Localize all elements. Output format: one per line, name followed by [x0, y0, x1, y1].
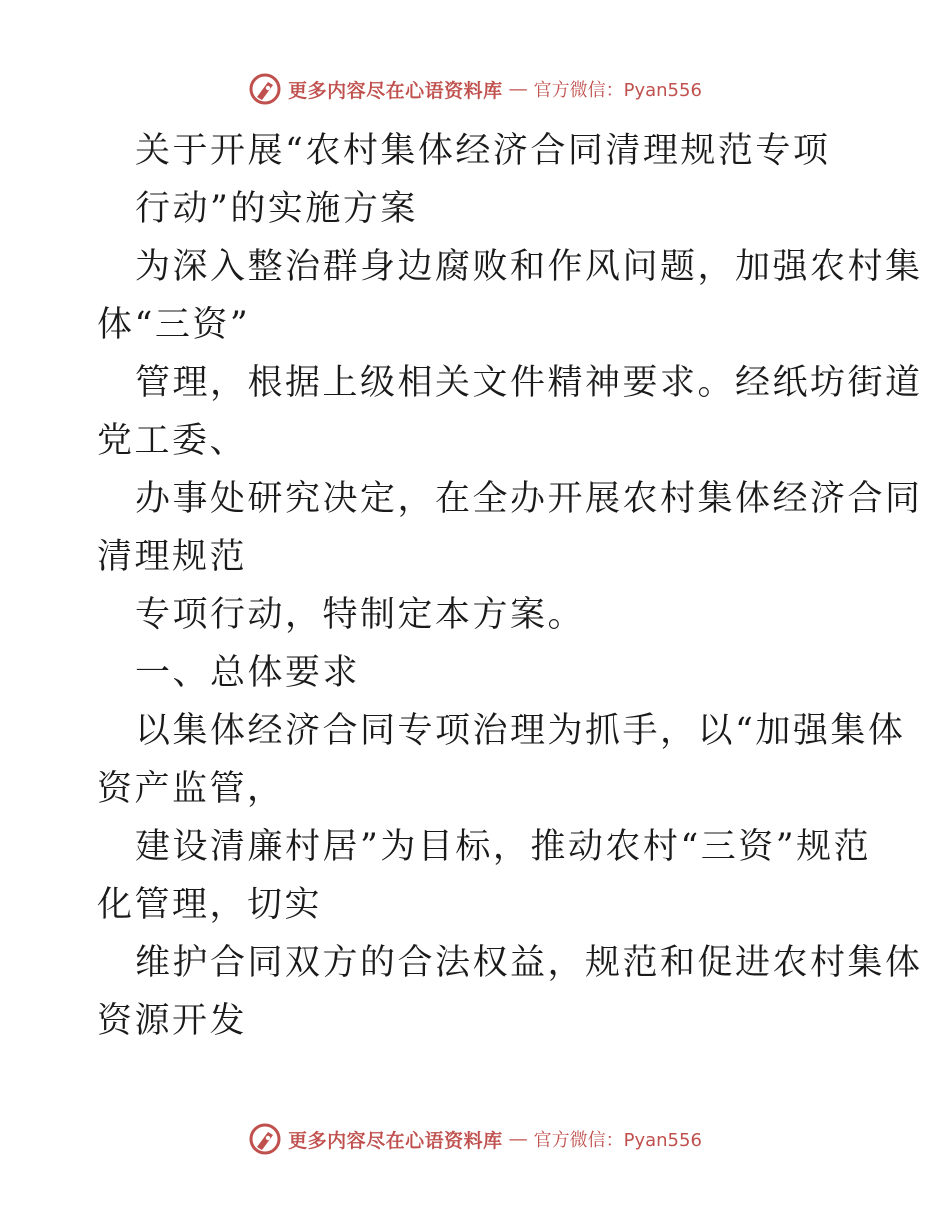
- pen-nib-circle-icon: [248, 72, 282, 106]
- doc-line: 以集体经济合同专项治理为抓手，以“加强集体: [135, 711, 906, 751]
- doc-line: 为深入整治群身边腐败和作风问题，加强农村集: [135, 247, 923, 287]
- section-heading: 一、总体要求: [135, 653, 361, 693]
- pen-nib-circle-icon: [248, 1122, 282, 1156]
- watermark-sub-text: 官方微信：Pyan556: [533, 80, 702, 101]
- doc-line: 行动”的实施方案: [135, 189, 418, 229]
- doc-line: 化管理，切实: [97, 885, 323, 925]
- doc-line: 关于开展“农村集体经济合同清理规范专项: [135, 131, 831, 171]
- doc-line: 专项行动，特制定本方案。: [135, 595, 586, 635]
- doc-line: 维护合同双方的合法权益，规范和促进农村集体: [135, 943, 923, 983]
- doc-line: 办事处研究决定，在全办开展农村集体经济合同: [135, 479, 923, 519]
- doc-line: 党工委、: [97, 421, 248, 461]
- watermark-main-text: 更多内容尽在心语资料库: [288, 1129, 503, 1152]
- doc-line: 资产监管，: [97, 769, 285, 809]
- doc-line: 体“三资”: [97, 305, 251, 345]
- header-watermark: [0, 72, 950, 106]
- doc-line: 资源开发: [97, 1001, 248, 1041]
- watermark-sub-text: 官方微信：Pyan556: [533, 1130, 702, 1151]
- document-body: [97, 122, 923, 1050]
- doc-line: 建设清廉村居”为目标，推动农村“三资”规范: [135, 827, 872, 867]
- watermark-separator: —: [508, 1128, 528, 1150]
- doc-line: 管理，根据上级相关文件精神要求。经纸坊街道: [135, 363, 923, 403]
- doc-line: 清理规范: [97, 537, 248, 577]
- watermark-separator: —: [508, 78, 528, 100]
- watermark-main-text: 更多内容尽在心语资料库: [288, 79, 503, 102]
- footer-watermark: [0, 1122, 950, 1156]
